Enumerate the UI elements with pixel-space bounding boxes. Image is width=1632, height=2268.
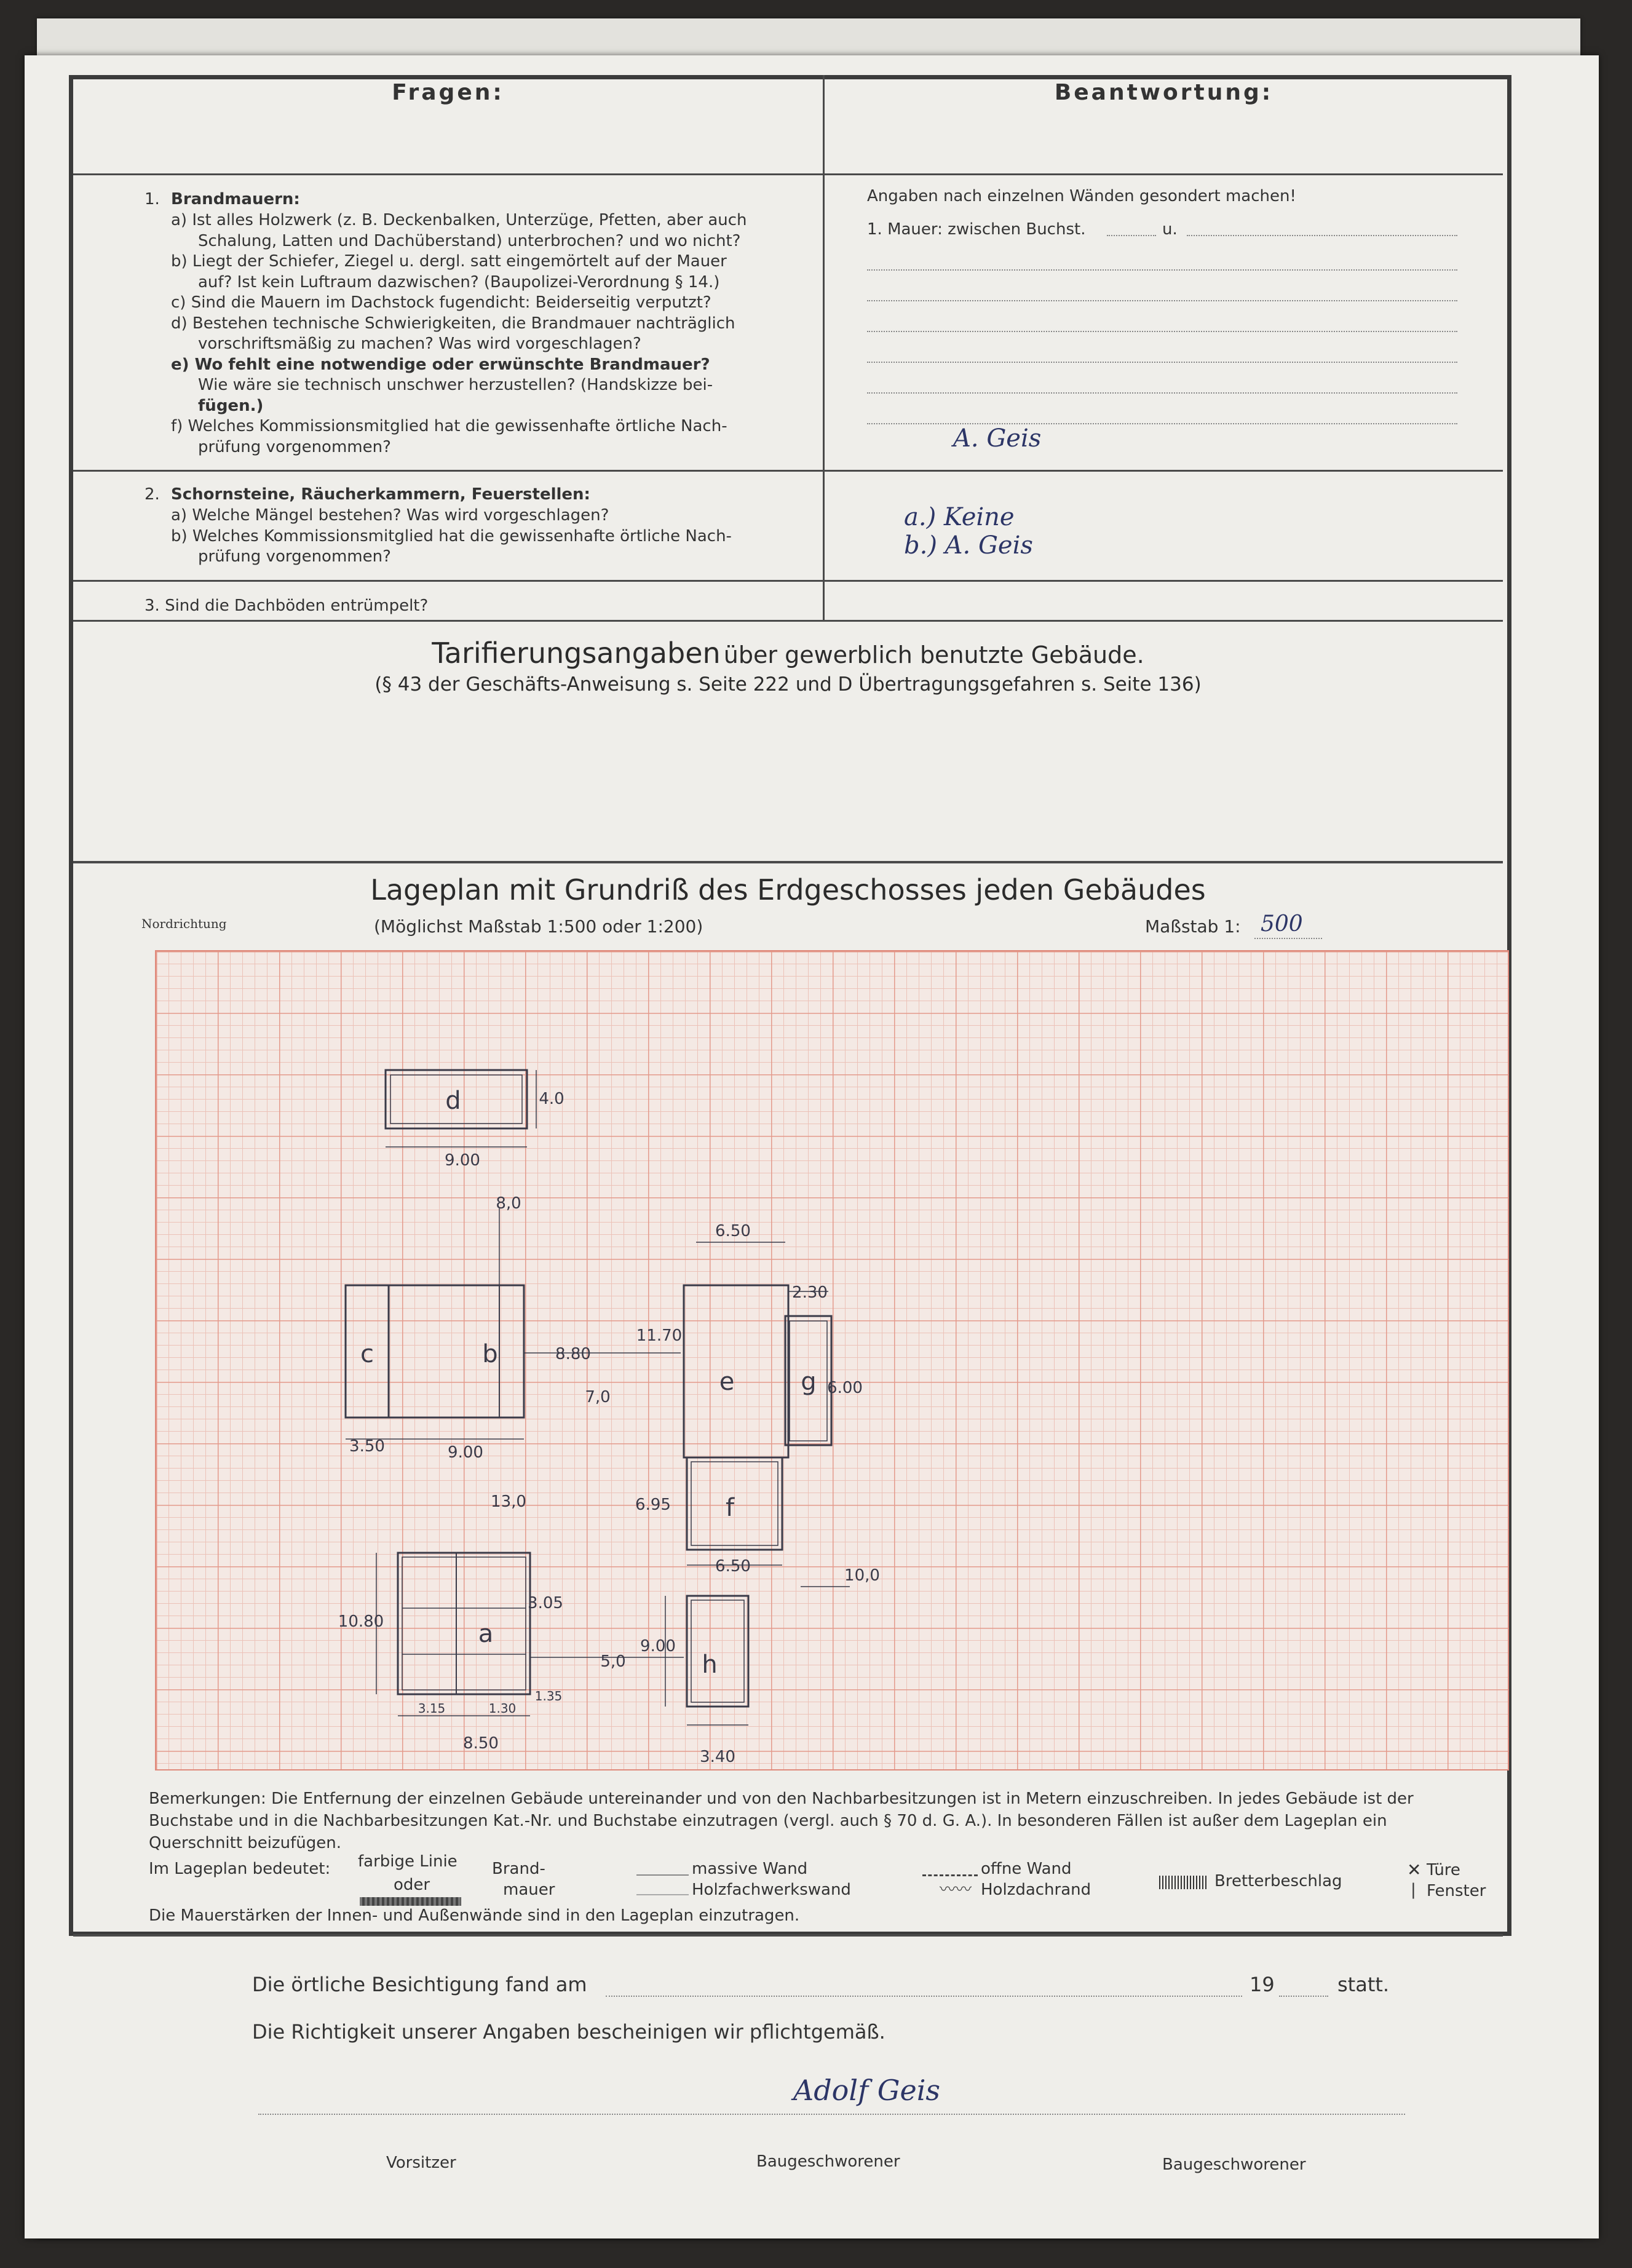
besichtigung-label: Die örtliche Besichtigung fand am (252, 1973, 587, 1996)
label-c: c (360, 1340, 374, 1368)
q1-line: prüfung vorgenommen? (198, 437, 391, 456)
tarif-subtitle: (§ 43 der Geschäfts-Anweisung s. Seite 222 und D Übertragungsgefahren s. Seite 136) (374, 673, 1202, 696)
remarks-label: Bemerkungen: (149, 1790, 266, 1808)
legend-holzfach: Holzfachwerkswand (692, 1881, 851, 1899)
scale-value: 500 (1261, 911, 1303, 937)
answer-dots (867, 331, 1457, 332)
dim-b-width: 9.00 (448, 1443, 483, 1462)
answer-instruction: Angaben nach einzelnen Wänden gesondert machen! (867, 187, 1296, 205)
q1-line: f) Welches Kommissionsmitglied hat die gewissenhafte örtliche Nach- (171, 417, 727, 435)
dim-gap-be: 7,0 (585, 1388, 611, 1406)
dim-gap-db: 8,0 (496, 1194, 521, 1213)
dim-gap-fh: 10,0 (844, 1566, 880, 1585)
baugeschworener-label-2: Baugeschworener (1162, 2155, 1306, 2174)
q2-line: prüfung vorgenommen? (198, 547, 391, 566)
dim-a-w2: 1.30 (488, 1701, 517, 1716)
legend-holzdach: Holzdachrand (981, 1881, 1091, 1899)
q1-line: auf? Ist kein Luftraum dazwischen? (Baupolizei-Verordnung § 14.) (198, 272, 720, 291)
row-rule-4 (73, 861, 1503, 863)
row-rule-3 (73, 620, 1503, 622)
scale-dots (1254, 938, 1322, 939)
label-a: a (478, 1620, 494, 1648)
dim-a-width: 8.50 (463, 1734, 499, 1753)
signature: Adolf Geis (793, 2074, 941, 2107)
answer-dots (867, 362, 1457, 363)
legend-offen-sample (922, 1874, 978, 1876)
answer-dots (867, 392, 1457, 394)
answer-line-1-u: u. (1162, 220, 1178, 239)
dim-a-depth: 10.80 (338, 1612, 384, 1631)
vorsitzer-label: Vorsitzer (386, 2154, 456, 2172)
dim-e-depth: 11.70 (636, 1326, 683, 1345)
legend-tuere: Türe (1427, 1861, 1460, 1879)
legend-brand: Brand- (492, 1860, 545, 1878)
dim-d-width: 9.00 (445, 1151, 480, 1170)
q1-line: vorschriftsmäßig zu machen? Was wird vorgeschlagen? (198, 335, 641, 353)
dim-d-depth: 4.0 (539, 1090, 564, 1108)
dim-gap-ah: 5,0 (600, 1652, 626, 1671)
tarif-title: Tarifierungsangaben (432, 636, 721, 670)
site-plan-sketch (155, 950, 1507, 1768)
answers-header: Beantwortung: (1054, 80, 1274, 105)
q1-line: Schalung, Latten und Dachüberstand) unterbrochen? und wo nicht? (198, 231, 741, 250)
dim-b-depth: 8.80 (555, 1345, 591, 1363)
tarif-title-row (73, 636, 1503, 670)
row-rule-2 (73, 580, 1503, 582)
row-rule-5 (73, 1934, 1503, 1937)
legend-fenster: Fenster (1427, 1882, 1486, 1900)
handwritten-answer-2b: b.) A. Geis (904, 531, 1033, 560)
q1-line: c) Sind die Mauern im Dachstock fugendicht: Beiderseitig verputzt? (171, 293, 711, 312)
remarks-line-3: Querschnitt beizufügen. (149, 1834, 342, 1852)
baugeschworener-label-1: Baugeschworener (756, 2152, 900, 2171)
wave-icon: 〰〰 (940, 1881, 972, 1899)
tarif-title-rest: über gewerblich benutzte Gebäude. (723, 641, 1144, 668)
year-prefix: 19 (1250, 1973, 1275, 1996)
q2-number: 2. (145, 485, 160, 504)
answer-dots (1187, 235, 1457, 236)
column-rule (823, 75, 825, 621)
legend-brandmauer-sample (360, 1897, 461, 1906)
q2-title: Schornsteine, Räucherkammern, Feuerstellen: (171, 485, 590, 504)
q1-lines (171, 210, 747, 458)
statt-label: statt. (1337, 1973, 1390, 1996)
dim-gap-ba: 13,0 (491, 1493, 526, 1511)
building-a-inner (402, 1557, 526, 1690)
q1-line: Wie wäre sie technisch unschwer herzustellen? (Handskizze bei- (198, 376, 713, 394)
dim-h-depth: 9.00 (640, 1637, 676, 1655)
dim-e-width: 6.50 (715, 1222, 751, 1240)
answer-dots (867, 300, 1457, 301)
richtigkeit-text: Die Richtigkeit unserer Angaben bescheinigen wir pflichtgemäß. (252, 2020, 885, 2044)
dim-g-width: 2.30 (792, 1283, 828, 1302)
building-a-outline (398, 1553, 530, 1694)
q2-line: a) Welche Mängel bestehen? Was wird vorgeschlagen? (171, 506, 609, 525)
walls-note: Die Mauerstärken der Innen- und Außenwände sind in den Lageplan einzutragen. (149, 1906, 800, 1925)
dim-a-w1: 3.15 (418, 1701, 446, 1716)
dim-g-depth: 6.00 (827, 1379, 863, 1397)
label-h: h (702, 1651, 718, 1679)
dim-a-w3: 1.35 (534, 1689, 563, 1703)
legend-mauer: mauer (503, 1881, 555, 1899)
legend-oder: oder (394, 1876, 430, 1894)
legend-massiv: massive Wand (692, 1860, 808, 1878)
q1-title: Brandmauern: (171, 190, 300, 208)
lageplan-title: Lageplan mit Grundriß des Erdgeschosses jeden Gebäudes (370, 873, 1206, 906)
legend-offen: offne Wand (981, 1860, 1072, 1878)
q3-text: 3. Sind die Dachböden entrümpelt? (145, 597, 429, 615)
q1-number: 1. (145, 190, 160, 208)
q1-line: a) Ist alles Holzwerk (z. B. Deckenbalken, Unterzüge, Pfetten, aber auch (171, 211, 747, 229)
q2-line: b) Welches Kommissionsmitglied hat die gewissenhafte örtliche Nach- (171, 526, 732, 545)
row-rule-1 (73, 470, 1503, 472)
answer-dots (1107, 235, 1156, 236)
answer-dots (867, 269, 1457, 271)
q1-line: d) Bestehen technische Schwierigkeiten, die Brandmauer nachträglich (171, 314, 735, 333)
legend-bretter: Bretterbeschlag (1214, 1872, 1342, 1890)
questions-header: Fragen: (392, 80, 504, 105)
q1-line: fügen.) (198, 396, 264, 415)
building-f-outline (687, 1457, 782, 1550)
dim-f-depth: 6.95 (635, 1496, 671, 1514)
q1-line: e) Wo fehlt eine notwendige oder erwünschte Brandmauer? (171, 355, 710, 374)
label-b: b (482, 1340, 498, 1368)
label-d: d (445, 1087, 461, 1115)
legend-massiv-sample (636, 1874, 689, 1876)
answer-line-1: 1. Mauer: zwischen Buchst. (867, 220, 1086, 239)
label-f: f (725, 1494, 735, 1522)
legend-intro: Im Lageplan bedeutet: (149, 1860, 331, 1878)
date-dots (606, 1996, 1242, 1997)
label-g: g (801, 1368, 817, 1396)
legend-farbige: farbige Linie (358, 1852, 458, 1871)
remarks-line-1: Die Entfernung der einzelnen Gebäude untereinander und von den Nachbarbesitzungen ist in Metern einzuschreiben. In jedes Gebäude ist der (271, 1790, 1414, 1808)
handwritten-answer-f: A. Geis (953, 424, 1042, 453)
scale-label: Maßstab 1: (1145, 916, 1241, 937)
year-dots (1279, 1996, 1328, 1997)
building-h-outline (687, 1596, 748, 1707)
remarks-text (149, 1790, 1414, 1808)
building-e-outline (684, 1285, 788, 1457)
north-direction-label: Nordrichtung (141, 916, 227, 931)
handwritten-answer-2a: a.) Keine (904, 503, 1015, 531)
window-bar-icon: | (1411, 1881, 1416, 1899)
dim-a-ext: 3.05 (528, 1594, 563, 1612)
signature-dots (258, 2114, 1405, 2115)
building-h-inner (691, 1600, 744, 1702)
q2-lines (171, 506, 732, 568)
dim-c-width: 3.50 (349, 1437, 385, 1456)
legend-holzfach-sample (636, 1894, 689, 1895)
lageplan-subtitle: (Möglichst Maßstab 1:500 oder 1:200) (374, 916, 703, 937)
label-e: e (719, 1368, 735, 1396)
dim-f-width: 6.50 (715, 1557, 751, 1576)
door-cross-icon: ✕ (1407, 1860, 1422, 1880)
remarks-line-2: Buchstabe und in die Nachbarbesitzungen Kat.-Nr. und Buchstabe einzutragen (vergl. auch § 70 d. G. A.). In besonderen Fällen ist außer dem Lageplan ein (149, 1812, 1387, 1830)
q1-line: b) Liegt der Schiefer, Ziegel u. dergl. satt eingemörtelt auf der Mauer (171, 252, 727, 271)
building-f-inner (691, 1462, 778, 1545)
dim-h-width: 3.40 (700, 1748, 735, 1766)
header-rule (73, 173, 1503, 175)
legend-bretter-sample (1159, 1876, 1208, 1889)
